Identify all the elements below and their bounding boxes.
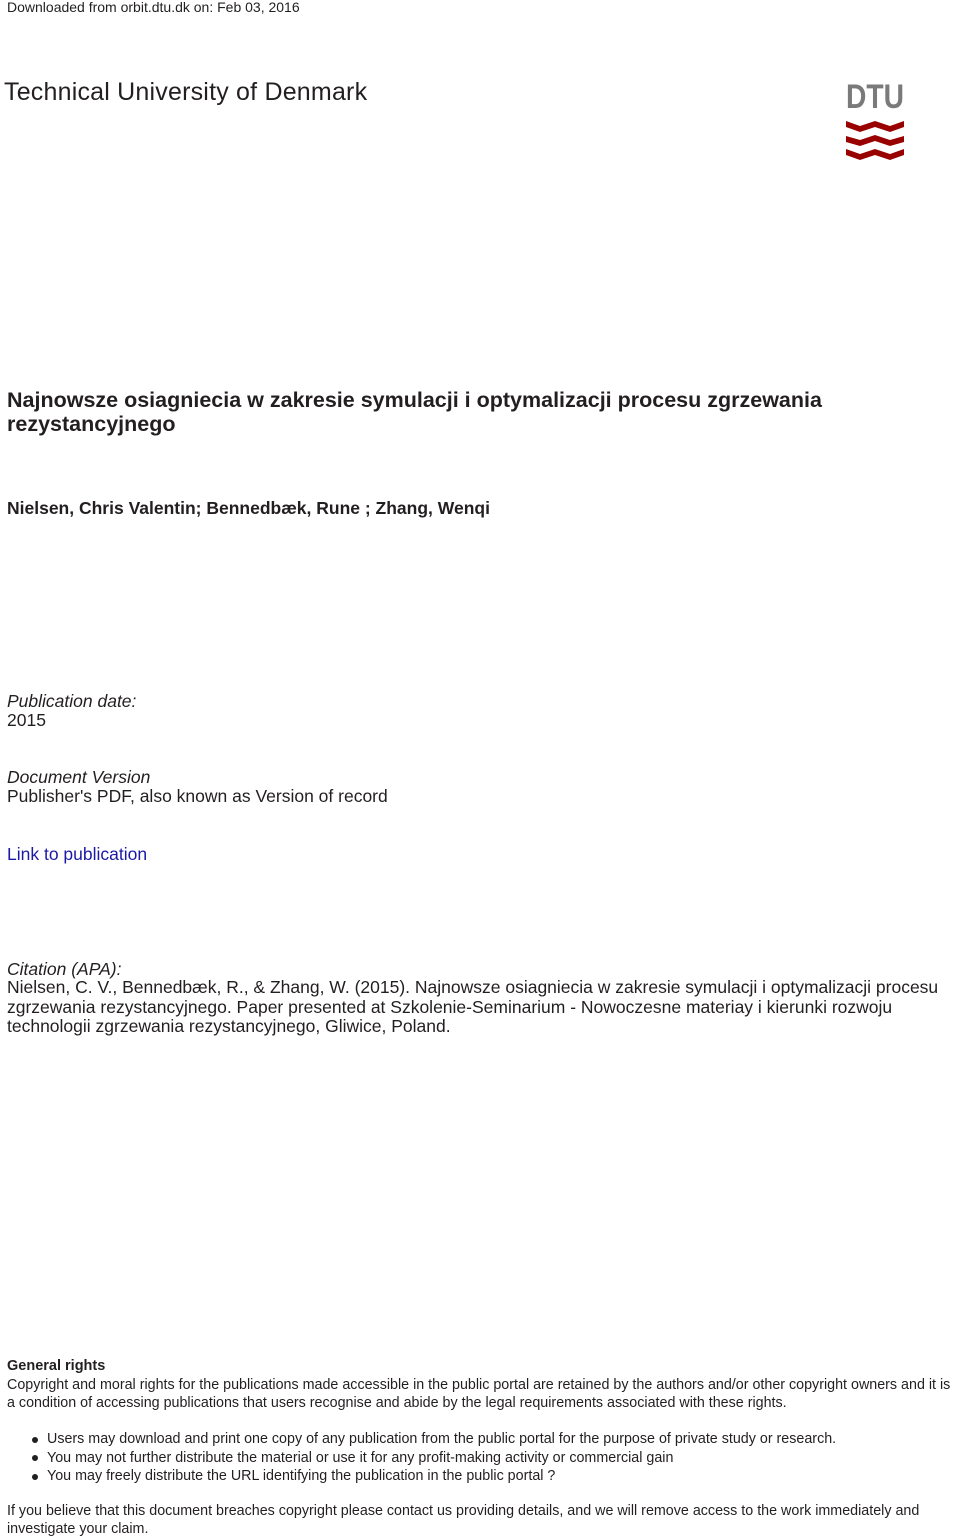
citation-text: Nielsen, C. V., Bennedbæk, R., & Zhang, W. (2015). Najnowsze osiagniecia w zakresie symulacji i optymalizacji procesu zgrzewania rezystancyjnego. Paper presented at Szkolenie-Seminarium - Nowoczesne materiay i kierunki rozwoju technologii zgrzewania rezystancyjnego, Gliwice, Poland. <box>7 977 939 1036</box>
authors: Nielsen, Chris Valentin; Bennedbæk, Rune ; Zhang, Wenqi <box>7 498 490 518</box>
general-rights-paragraph: Copyright and moral rights for the publications made accessible in the public portal are retained by the authors and/or other copyright owners and it is a condition of accessing publications that users recognise and abide by the legal requirements associated with these rights. <box>7 1377 951 1411</box>
institution-name: Technical University of Denmark <box>4 78 368 106</box>
bullet-icon <box>32 1455 38 1461</box>
bullet-icon <box>32 1474 38 1480</box>
general-rights-heading: General rights <box>7 1358 106 1374</box>
list-item-text: Users may download and print one copy of any publication from the public portal for the purpose of private study or research. <box>47 1431 837 1447</box>
list-item <box>0 1467 836 1486</box>
document-version-label: Document Version <box>7 767 151 787</box>
list-item <box>0 1449 836 1468</box>
logo-wave-3 <box>846 149 904 160</box>
list-item-text: You may freely distribute the URL identifying the publication in the public portal ? <box>47 1468 556 1485</box>
logo-wave-2 <box>846 135 904 146</box>
list-item-text: You may not further distribute the material or use it for any profit-making activity or commercial gain <box>47 1449 674 1466</box>
breach-notice: If you believe that this document breaches copyright please contact us providing details, and we will remove access to the work immediately and investigate your claim. <box>7 1503 920 1537</box>
download-notice: Downloaded from orbit.dtu.dk on: Feb 03, 2016 <box>7 0 300 15</box>
publication-title: Najnowsze osiagniecia w zakresie symulacji i optymalizacji procesu zgrzewania rezystancyjnego <box>7 388 822 436</box>
publication-date-label: Publication date: <box>7 691 137 711</box>
rights-list <box>0 1430 836 1486</box>
publication-link[interactable]: Link to publication <box>7 844 148 864</box>
document-version-value: Publisher's PDF, also known as Version of record <box>7 786 388 806</box>
dtu-logo-icon <box>842 78 908 168</box>
citation-label: Citation (APA): <box>7 959 122 979</box>
logo-waves <box>846 121 904 160</box>
dtu-logo-text: DTU <box>846 78 904 116</box>
dtu-logo <box>842 78 908 168</box>
list-item <box>0 1430 836 1449</box>
publication-date-value: 2015 <box>7 710 46 730</box>
logo-wave-1 <box>846 121 904 132</box>
bullet-icon <box>32 1437 38 1443</box>
